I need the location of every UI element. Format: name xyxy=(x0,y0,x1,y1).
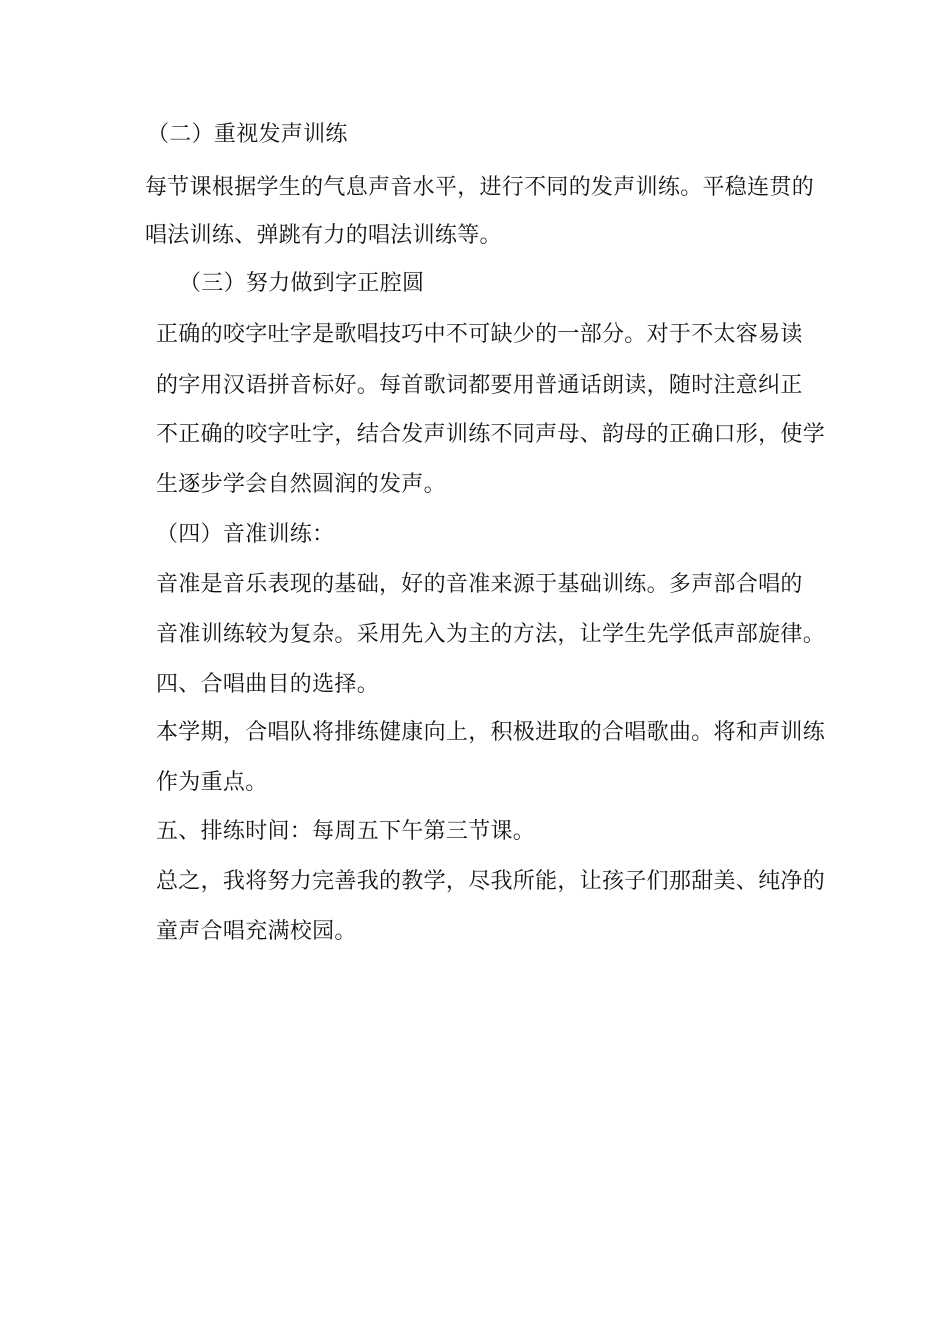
paragraph-line: 不正确的咬字吐字，结合发声训练不同声母、韵母的正确口形，使学 xyxy=(156,422,826,447)
paragraph-line: 总之，我将努力完善我的教学，尽我所能，让孩子们那甜美、纯净的 xyxy=(156,869,826,894)
section-rehearsal-time: 五、排练时间：每周五下午第三节课。 xyxy=(156,819,536,844)
paragraph-line: 的字用汉语拼音标好。每首歌词都要用普通话朗读，随时注意纠正 xyxy=(156,373,803,398)
paragraph-line: 作为重点。 xyxy=(156,770,268,795)
paragraph-line: 音准是音乐表现的基础，好的音准来源于基础训练。多声部合唱的 xyxy=(156,572,803,597)
heading-voice-training: （二）重视发声训练 xyxy=(147,122,348,147)
paragraph-line: 童声合唱充满校园。 xyxy=(156,919,357,944)
heading-intonation: （四）音准训练： xyxy=(156,522,335,547)
paragraph-line: 每节课根据学生的气息声音水平，进行不同的发声训练。平稳连贯的 xyxy=(145,175,815,200)
paragraph-line: 生逐步学会自然圆润的发声。 xyxy=(156,472,446,497)
paragraph-line: 唱法训练、弹跳有力的唱法训练等。 xyxy=(145,223,502,248)
heading-pronunciation: （三）努力做到字正腔圆 xyxy=(179,271,425,296)
paragraph-line: 正确的咬字吐字是歌唱技巧中不可缺少的一部分。对于不太容易读 xyxy=(156,322,803,347)
paragraph-line: 本学期，合唱队将排练健康向上，积极进取的合唱歌曲。将和声训练 xyxy=(156,720,826,745)
paragraph-line: 音准训练较为复杂。采用先入为主的方法，让学生先学低声部旋律。 xyxy=(156,622,826,647)
section-repertoire: 四、合唱曲目的选择。 xyxy=(156,672,380,697)
